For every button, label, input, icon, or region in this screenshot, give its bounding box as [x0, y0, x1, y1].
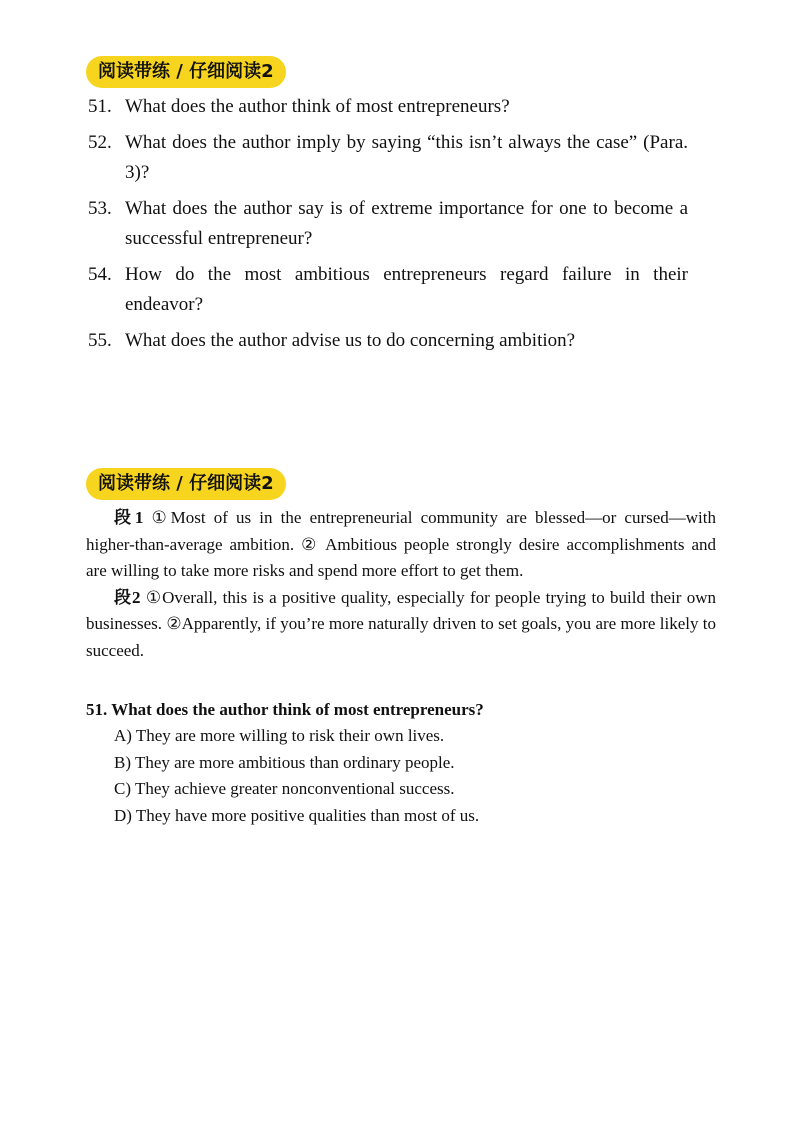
question-number: 52. — [88, 132, 112, 153]
question-text: What does the author say is of extreme importance for one to become a successful entrepreneur? — [125, 198, 688, 249]
question-number: 53. — [88, 198, 112, 219]
passage-paragraph — [86, 585, 716, 665]
multiple-choice-question — [86, 696, 716, 829]
paragraph-label: 段2 — [114, 587, 141, 607]
question-text: What does the author think of most entrepreneurs? — [125, 96, 510, 117]
question-item — [88, 260, 688, 320]
question-number: 55. — [88, 330, 112, 351]
reading-passage — [86, 505, 716, 664]
section-tag: 阅读带练 / 仔细阅读2 — [86, 56, 286, 88]
passage-paragraph — [86, 505, 716, 585]
paragraph-label: 段1 — [114, 508, 144, 527]
section-tag: 阅读带练 / 仔细阅读2 — [86, 468, 286, 500]
question-item — [88, 326, 688, 356]
paragraph-text: ①Overall, this is a positive quality, especially for people trying to build their own businesses. ②Apparently, if you’re more naturally driven to set goals, you are more likely to succeed. — [86, 587, 717, 660]
question-number: 54. — [88, 264, 112, 285]
question-text: What does the author advise us to do concerning ambition? — [125, 330, 576, 351]
question-item — [88, 128, 688, 188]
mcq-option: C) They achieve greater nonconventional success. — [114, 779, 455, 798]
mcq-option: A) They are more willing to risk their own lives. — [114, 726, 445, 745]
paragraph-text: ①Most of us in the entrepreneurial community are blessed—or cursed—with higher-than-average ambition. ② Ambitious people strongly desire accomplishments and are willing to take more risks and spend more effort to get them. — [86, 508, 716, 580]
question-item — [88, 194, 688, 254]
mcq-option: D) They have more positive qualities than most of us. — [114, 805, 480, 825]
question-number: 51. — [88, 96, 112, 117]
question-item — [88, 92, 688, 122]
question-text: What does the author imply by saying “this isn’t always the case” (Para. 3)? — [125, 132, 688, 183]
mcq-question-text: 51. What does the author think of most entrepreneurs? — [86, 700, 484, 719]
question-text: How do the most ambitious entrepreneurs regard failure in their endeavor? — [125, 264, 688, 315]
mcq-option: B) They are more ambitious than ordinary people. — [114, 752, 455, 772]
question-list — [88, 92, 688, 362]
